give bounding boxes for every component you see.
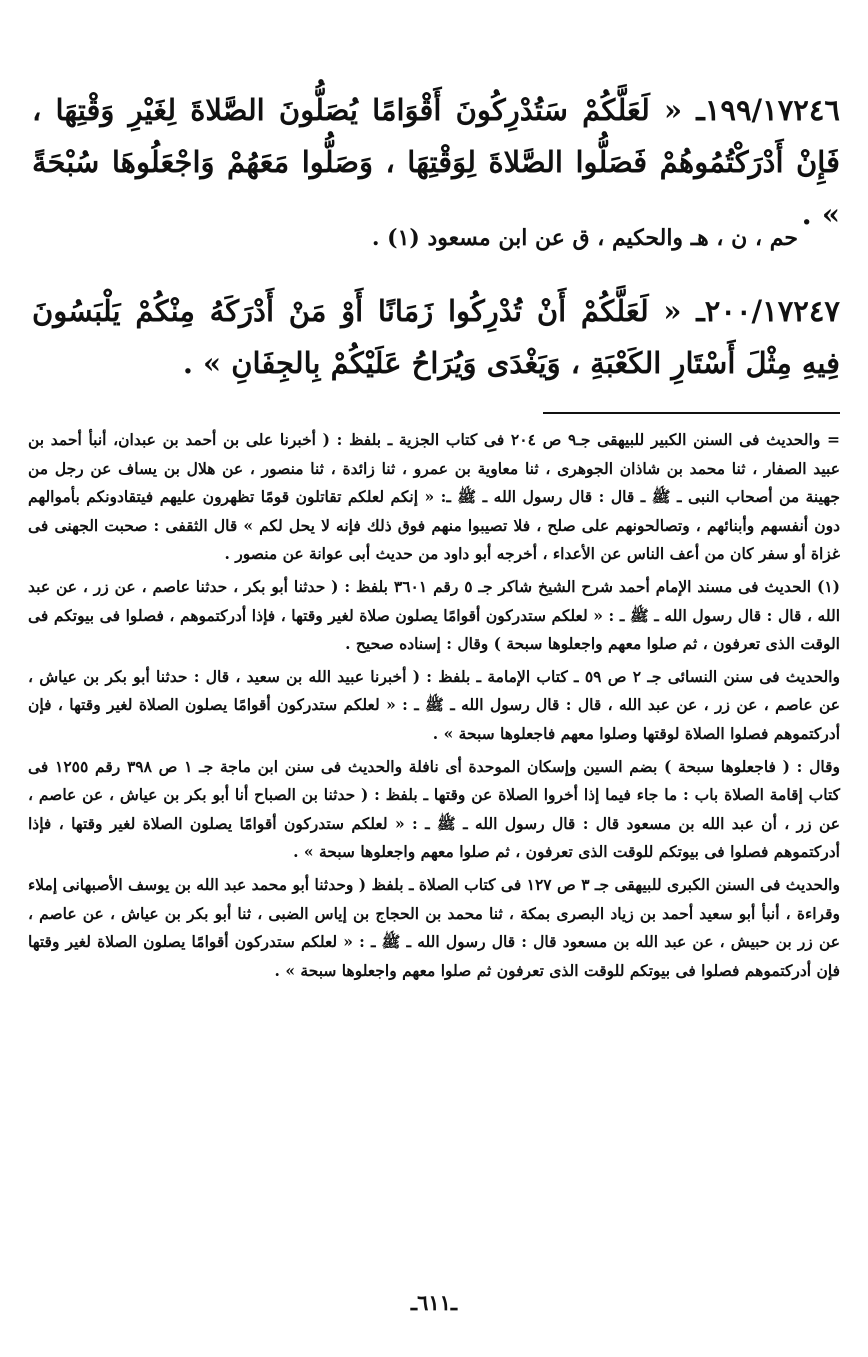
page-number: ـ٦١١ـ — [410, 1290, 458, 1315]
hadith-200-text: ٢٠٠/١٧٢٤٧ـ « لَعَلَّكُمْ أَنْ تُدْرِكُوا زَمَانًا أَوْ مَنْ أَدْرَكَهُ مِنْكُمْ يَلْبَسُونَ فِيهِ مِثْلَ أَسْتَارِ الكَعْبَةِ ، وَيَغْدَى وَيُرَاحُ عَلَيْكُمْ بِالجِفَانِ » . — [32, 294, 840, 380]
footnote-paragraph: (١) الحديث فى مسند الإمام أحمد شرح الشيخ شاكر جـ ٥ رقم ٣٦٠١ بلفظ : ( حدثنا أبو بكر ، حدثنا عاصم ، عن زر ، عن عبد الله ، قال : قال رسول الله ـ ﷺ ـ : « لعلكم ستدركون أقوامًا يصلون صلاة لغير وقتها ، فإذا أدركتموهم ، فصلوا فى بيوتكم فى الوقت الذى تعرفون ، ثم صلوا معهم واجعلوها سبحة ) وقال : إسناده صحيح . — [28, 576, 841, 654]
hadith-199-source: حم ، ن ، هـ والحكيم ، ق عن ابن مسعود (١) . — [371, 225, 798, 251]
hadith-199-text: ١٩٩/١٧٢٤٦ـ « لَعَلَّكُمْ سَتُدْرِكُونَ أَقْوَامًا يُصَلُّونَ الصَّلاةَ لِغَيْرِ وَقْتِهَا ، فَإِنْ أَدْرَكْتُمُوهُمْ فَصَلُّوا الصَّلاةَ لِوَقْتِهَا ، وَصَلُّوا مَعَهُمْ وَاجْعَلُوهَا سُبْحَةً » . — [32, 93, 840, 231]
footnote-paragraph: والحديث فى سنن النسائى جـ ٢ ص ٥٩ ـ كتاب الإمامة ـ بلفظ : ( أخبرنا عبيد الله بن سعيد ، قال : حدثنا أبو بكر بن عياش ، عن عاصم ، عن زر ، عن عبد الله ، قال : قال رسول الله ـ ﷺ ـ : « لعلكم ستدركون أقوامًا يصلون الصلاة لغير وقتها ، فإن أدركتموهم فصلوا الصلاة لوقتها وصلوا معهم فاجعلوها سبحة » . — [28, 666, 840, 743]
footnotes — [28, 426, 840, 989]
footnote-divider — [543, 412, 840, 414]
footnote-paragraph: وقال : ( فاجعلوها سبحة ) بضم السين وإسكان الموحدة أى نافلة والحديث فى سنن ابن ماجة جـ ١ ص ٣٩٨ رقم ١٢٥٥ فى كتاب إقامة الصلاة باب : ما جاء فيما إذا أخروا الصلاة عن وقتها ـ بلفظ : ( حدثنا بن الصباح أنا أبو بكر بن عياش ، عن عاصم ، عن زر ، أن عبد الله بن مسعود قال : قال رسول الله ـ ﷺ ـ : « لعلكم ستدركون أقوامًا يصلون الصلاة لغير وقتها ، فإذا أدركتموهم فصلوا فى بيوتكم للوقت الذى تعرفون ، ثم صلوا معهم واجعلوها سبحة » . — [28, 756, 840, 862]
footnote-paragraph: = والحديث فى السنن الكبير للبيهقى جـ٩ ص ٢٠٤ فى كتاب الجزية ـ بلفظ : ( أخبرنا على بن أحمد بن عبدان، أنبأ أحمد بن عبيد الصفار ، ثنا محمد بن شاذان الجوهرى ، ثنا معاوية بن عمرو ، ثنا زائدة ، ثنا منصور ، عن هلال بن يساف عن رجل من جهينة من أصحاب النبى ـ ﷺ ـ قال : قال رسول الله ـ ﷺ ـ: « إنكم لعلكم تقاتلون قومًا تظهرون عليهم فيتقادونكم بأموالهم دون أنفسهم وأبنائهم ، وتصالحونهم على صلح ، فلا تصيبوا منهم فوق ذلك فإنه لا يحل لكم » قال الثقفى : صحبت الجهنى فى غزاة أو سفر كان من أعف الناس عن الأعداء ، أخرجه أبو داود من حديث أبى عوانة عن منصور . — [28, 430, 840, 564]
footnote-paragraph: والحديث فى السنن الكبرى للبيهقى جـ ٣ ص ١٢٧ فى كتاب الصلاة ـ بلفظ ( وحدثنا أبو محمد عبد الله بن يوسف الأصبهانى إملاء وقراءة ، أنبأ أبو سعيد أحمد بن زياد البصرى بمكة ، ثنا محمد بن الحجاج بن إياس الضبى ، ثنا أبو بكر بن عياش ، عن عاصم ، عن زر بن حبيش ، عن عبد الله بن مسعود قال : قال رسول الله ـ ﷺ ـ : « لعلكم ستدركون أقوامًا يصلون الصلاة لغير وقتها فإن أدركتموهم فصلوا فى بيوتكم للوقت الذى تعرفون ثم صلوا معهم واجعلوها سبحة » . — [28, 874, 840, 980]
